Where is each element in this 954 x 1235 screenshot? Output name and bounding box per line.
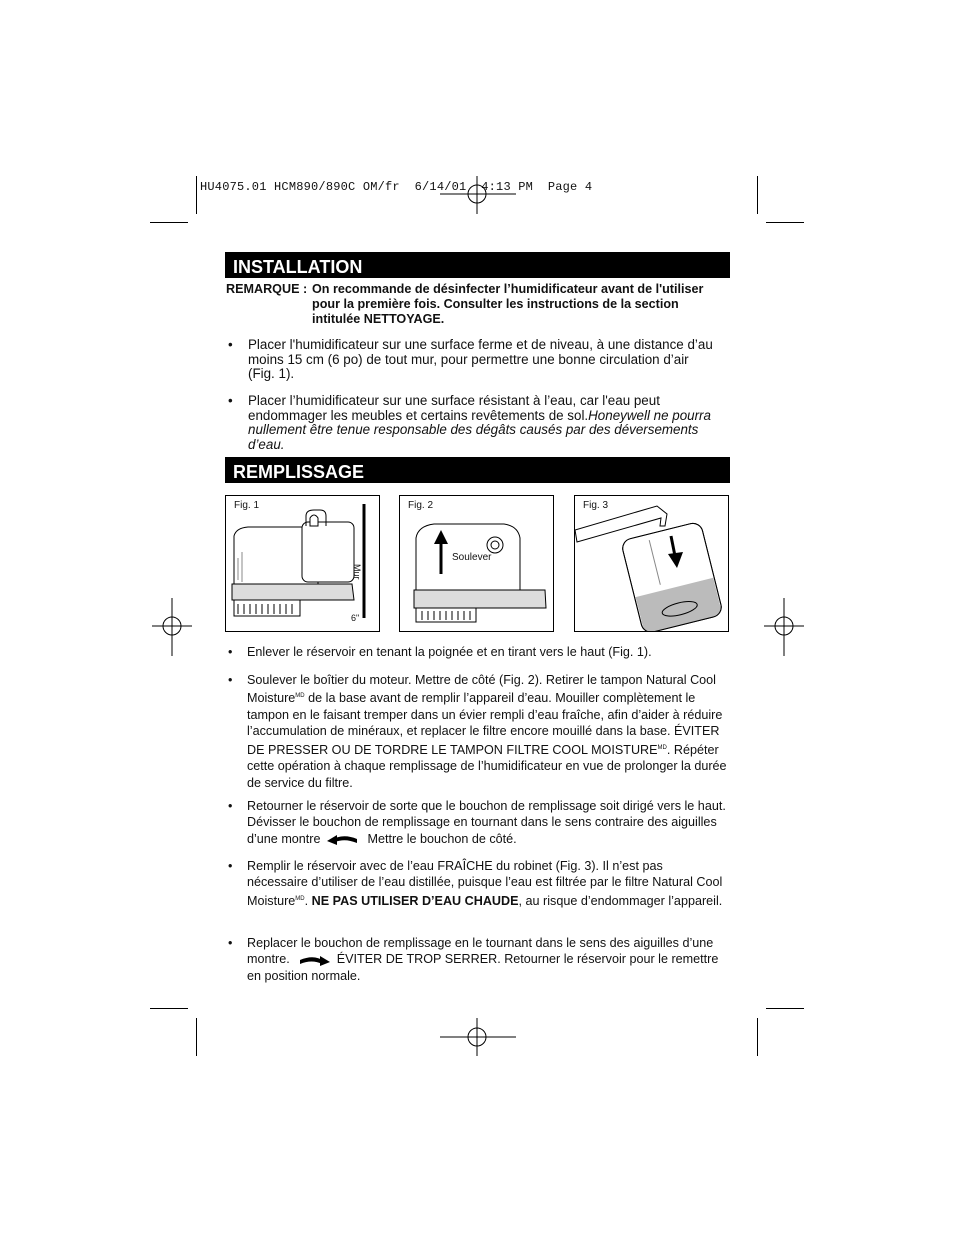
bullet-text: ÉVITER DE TROP SERRER. Retourner le réservoir pour le remettre en position normale. [247,952,719,983]
note-label: REMARQUE : [226,282,308,296]
bullet-text: de la base avant de remplir l’appareil d’eau. Mouiller complètement le tampon en le faisant tremper dans un évier rempli d’eau fraîche, afin d’aider à réduire l’accumulation de minéraux, et replacer le filtre encore mouillé dans la base. ÉVITER DE PRESSER OU DE TORDRE LE TAMPON FILTRE COOL MOISTURE [247,691,723,757]
figure-3 [574,495,729,632]
distance-label: 6" [351,613,360,623]
figure-caption: Fig. 1 [234,500,260,511]
figure-2 [399,495,554,632]
lift-label: Soulever [452,552,492,563]
clockwise-arrow-icon [296,954,330,966]
bullet-marker: • [228,673,233,687]
bullet-text: Placer l'humidificateur sur une surface ferme et de niveau, à une distance d’au moins 15 cm (6 po) de tout mur, pour permettre une bonne circulation d’air (Fig. 1). [248,337,713,381]
figure-caption: Fig. 3 [583,500,609,511]
bullet-text: Mettre le bouchon de côté. [367,831,517,846]
lift-motor-illustration [400,496,554,632]
section-title-installation: INSTALLATION [225,252,730,278]
bullet-marker: • [228,859,233,873]
registration-mark-right [764,598,804,658]
registration-mark-left [152,598,192,658]
bullet-text-block [247,858,727,909]
bullet-text-block [247,935,727,984]
bullet-marker: • [228,393,233,408]
counterclockwise-arrow-icon [327,833,361,845]
bullet-text: Soulever le boîtier du moteur. Mettre de côté (Fig. 2). Retirer le tampon Natural Cool Moisture [247,673,716,706]
bullet-text: Replacer le bouchon de remplissage en le tournant dans le sens des aiguilles d’une montre. [247,936,714,967]
bullet-text: . Répéter cette opération à chaque remplissage de l’humidificateur en vue de prolonger la durée de service du filtre. [247,743,727,790]
bullet-text-block [247,798,727,847]
bullet-italic-text: Honeywell ne pourra nullement être tenue responsable des dégâts causés par des déversements d’eau. [248,407,711,452]
bullet-marker: • [228,337,233,352]
bullet-marker: • [228,645,233,659]
figure-1 [225,495,380,632]
bullet-bold-text: NE PAS UTILISER D’EAU CHAUDE [311,894,519,908]
bullet-text: . [304,894,312,908]
figure-caption: Fig. 2 [408,500,434,511]
bullet-text-block [247,672,727,791]
bullet-text: Retourner le réservoir de sorte que le bouchon de remplissage soit dirigé vers le haut. Dévisser le bouchon de remplissage en tournant dans le sens contraire des aiguilles d’une montre [247,799,726,846]
bullet-marker: • [228,936,233,950]
trademark-sup: MD [295,693,305,700]
section-title-remplissage: REMPLISSAGE [225,457,730,483]
trademark-sup: MD [657,744,667,751]
fill-tank-illustration [575,496,729,632]
registration-mark-bottom [440,1018,516,1058]
trademark-sup: MD [295,895,305,902]
bullet-text: Enlever le réservoir en tenant la poignée et en tirant vers le haut (Fig. 1). [247,645,652,659]
bullet-text: Placer l’humidificateur sur une surface résistant à l’eau, car l'eau peut endommager les meubles et certains revêtements de sol. [248,393,660,423]
bullet-text: , au risque d’endommager l’appareil. [518,894,723,908]
note-text: On recommande de désinfecter l’humidificateur avant de l'utiliser pour la première fois. Consulter les instructions de la section intitulée NETTOYAGE. [312,282,704,326]
bullet-text-block [248,394,718,452]
print-header: HU4075.01 HCM890/890C OM/fr 6/14/01 4:13 PM Page 4 [200,180,593,194]
bullet-text: Remplir le réservoir avec de l’eau FRAÎCHE du robinet (Fig. 3). Il n’est pas nécessaire d’utiliser de l’eau distillée, puisque l’eau est filtrée par le filtre Natural Cool Moisture [247,859,723,908]
registration-mark-top [440,176,516,216]
wall-label: Mur [352,564,362,580]
bullet-marker: • [228,799,233,813]
